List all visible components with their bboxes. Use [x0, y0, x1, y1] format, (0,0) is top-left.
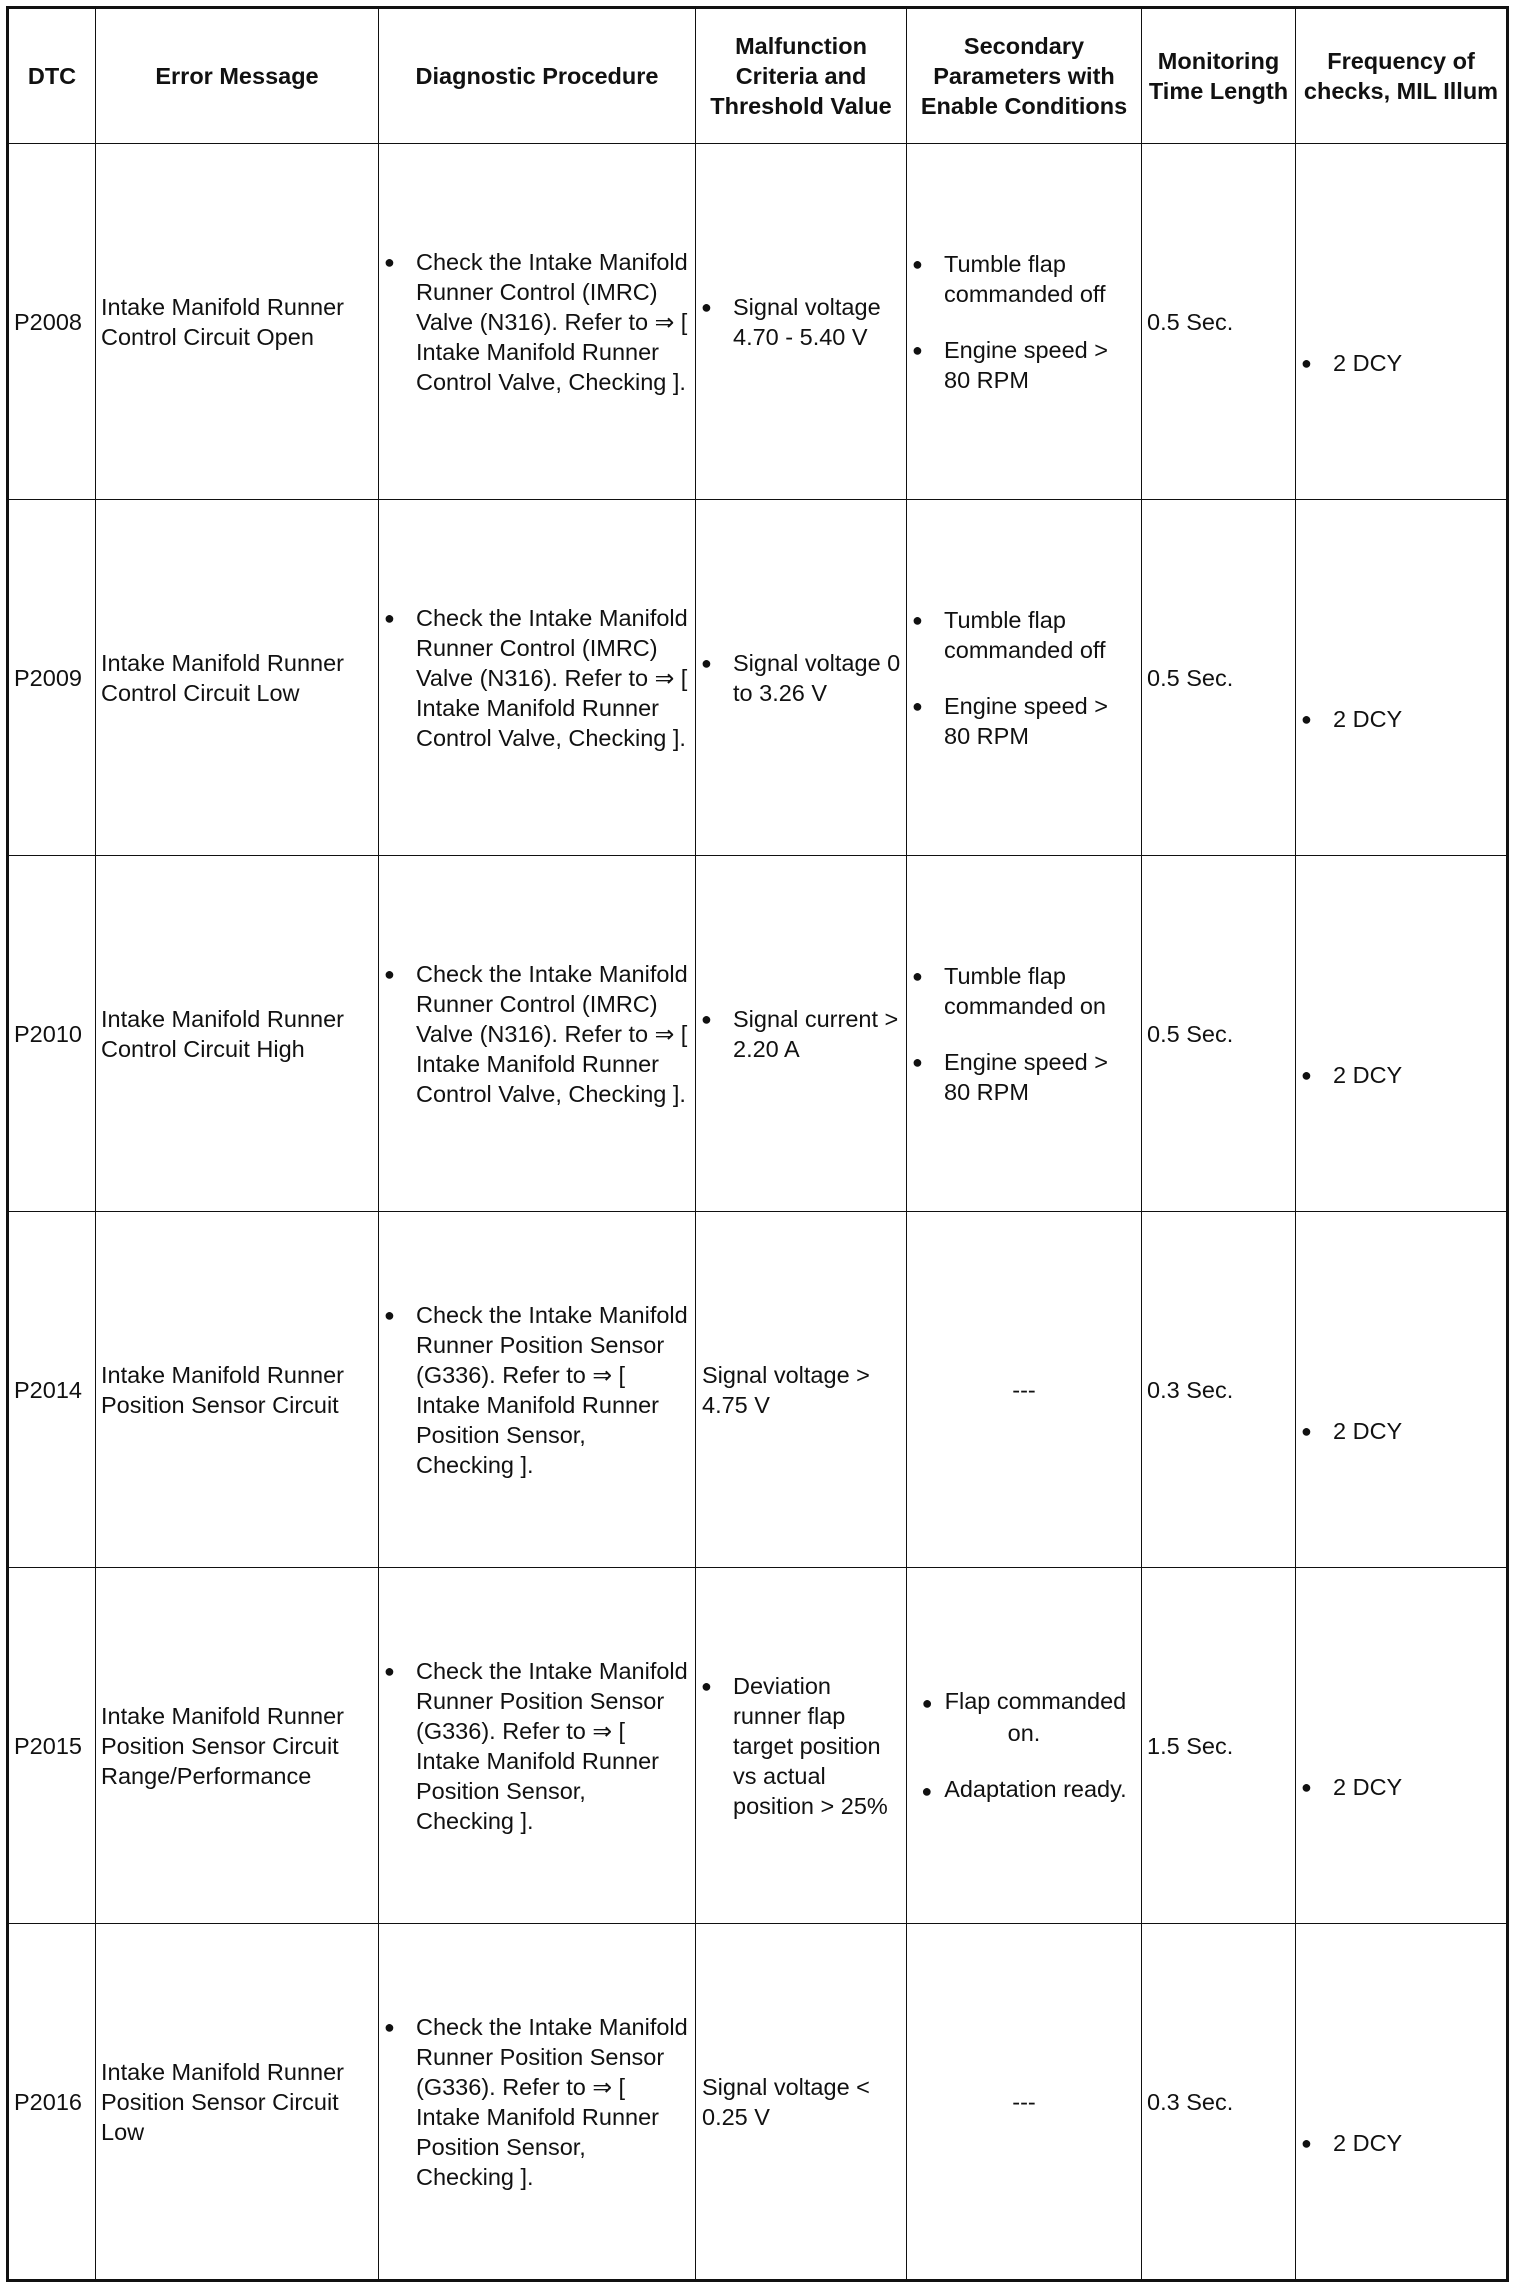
error-message: Intake Manifold Runner Control Circuit Low — [96, 500, 379, 856]
criteria-text: Deviation runner flap target position vs actual position > 25% — [733, 1672, 888, 1819]
malfunction-criteria — [696, 144, 907, 500]
header-monitoring-time: Monitoring Time Length — [1142, 8, 1296, 144]
header-error-message: Error Message — [96, 8, 379, 144]
bullet-icon: ● — [384, 963, 395, 984]
header-dtc: DTC — [8, 8, 96, 144]
malfunction-criteria: Signal voltage < 0.25 V — [696, 1924, 907, 2281]
monitoring-time: 0.3 Sec. — [1142, 1212, 1296, 1568]
secondary-parameters — [907, 856, 1142, 1212]
secondary-text: Adaptation ready. — [944, 1775, 1127, 1802]
bullet-icon: ● — [701, 652, 712, 673]
bullet-icon: ● — [1301, 1420, 1312, 1441]
table-row — [8, 144, 1508, 500]
header-row — [8, 8, 1508, 144]
secondary-text: Engine speed > 80 RPM — [944, 336, 1108, 393]
frequency-cell — [1296, 500, 1508, 856]
table-row — [8, 1212, 1508, 1568]
frequency-cell — [1296, 1212, 1508, 1568]
procedure-text: Check the Intake Manifold Runner Position Sensor (G336). Refer to ⇒ [ Intake Manifold Runner Position Sensor, Checking ]. — [416, 1657, 688, 1834]
secondary-parameters — [907, 144, 1142, 500]
error-message: Intake Manifold Runner Position Sensor Circuit Low — [96, 1924, 379, 2281]
malfunction-criteria: Signal voltage > 4.75 V — [696, 1212, 907, 1568]
bullet-icon: ● — [921, 1780, 933, 1801]
bullet-icon: ● — [384, 1304, 395, 1325]
table-row — [8, 856, 1508, 1212]
procedure-text: Check the Intake Manifold Runner Position Sensor (G336). Refer to ⇒ [ Intake Manifold Runner Position Sensor, Checking ]. — [416, 1301, 688, 1478]
criteria-text: Signal current > 2.20 A — [733, 1005, 899, 1062]
bullet-icon: ● — [912, 609, 923, 630]
secondary-parameters: --- — [907, 1212, 1142, 1568]
header-frequency: Frequency of checks, MIL Illum — [1296, 8, 1508, 144]
monitoring-time: 1.5 Sec. — [1142, 1568, 1296, 1924]
frequency-cell — [1296, 144, 1508, 500]
bullet-icon: ● — [1301, 352, 1312, 373]
frequency-text: 2 DCY — [1333, 705, 1403, 732]
error-message: Intake Manifold Runner Control Circuit Open — [96, 144, 379, 500]
secondary-text: Tumble flap commanded off — [944, 606, 1106, 663]
frequency-text: 2 DCY — [1333, 1417, 1403, 1444]
bullet-icon: ● — [1301, 2132, 1312, 2153]
criteria-text: Signal voltage 0 to 3.26 V — [733, 649, 901, 706]
bullet-icon: ● — [384, 251, 395, 272]
bullet-icon: ● — [912, 965, 923, 986]
secondary-text: Tumble flap commanded off — [944, 250, 1106, 307]
bullet-icon: ● — [912, 1051, 923, 1072]
diagnostic-procedure — [379, 500, 696, 856]
procedure-text: Check the Intake Manifold Runner Control (IMRC) Valve (N316). Refer to ⇒ [ Intake Manifold Runner Control Valve, Checking ]. — [416, 248, 688, 395]
header-secondary-parameters: Secondary Parameters with Enable Conditions — [907, 8, 1142, 144]
error-message: Intake Manifold Runner Position Sensor Circuit — [96, 1212, 379, 1568]
bullet-icon: ● — [912, 253, 923, 274]
dtc-code: P2008 — [8, 144, 96, 500]
secondary-parameters — [907, 1568, 1142, 1924]
bullet-icon: ● — [701, 296, 712, 317]
secondary-parameters — [907, 500, 1142, 856]
dtc-code: P2016 — [8, 1924, 96, 2281]
criteria-text: Signal voltage 4.70 - 5.40 V — [733, 293, 881, 350]
diagnostic-procedure — [379, 1212, 696, 1568]
malfunction-criteria — [696, 500, 907, 856]
error-message: Intake Manifold Runner Position Sensor Circuit Range/Performance — [96, 1568, 379, 1924]
dtc-code: P2010 — [8, 856, 96, 1212]
header-malfunction-criteria: Malfunction Criteria and Threshold Value — [696, 8, 907, 144]
error-message: Intake Manifold Runner Control Circuit High — [96, 856, 379, 1212]
dtc-code: P2014 — [8, 1212, 96, 1568]
diagnostic-procedure — [379, 144, 696, 500]
diagnostic-procedure — [379, 1924, 696, 2281]
bullet-icon: ● — [912, 339, 923, 360]
bullet-icon: ● — [1301, 1064, 1312, 1085]
frequency-text: 2 DCY — [1333, 349, 1403, 376]
table-row — [8, 1568, 1508, 1924]
dtc-code: P2009 — [8, 500, 96, 856]
secondary-text: Tumble flap commanded on — [944, 962, 1106, 1019]
bullet-icon: ● — [701, 1008, 712, 1029]
monitoring-time: 0.5 Sec. — [1142, 500, 1296, 856]
bullet-icon: ● — [1301, 1776, 1312, 1797]
frequency-cell — [1296, 1568, 1508, 1924]
dtc-code: P2015 — [8, 1568, 96, 1924]
procedure-text: Check the Intake Manifold Runner Control (IMRC) Valve (N316). Refer to ⇒ [ Intake Manifold Runner Control Valve, Checking ]. — [416, 960, 688, 1107]
monitoring-time: 0.3 Sec. — [1142, 1924, 1296, 2281]
monitoring-time: 0.5 Sec. — [1142, 856, 1296, 1212]
procedure-text: Check the Intake Manifold Runner Position Sensor (G336). Refer to ⇒ [ Intake Manifold Runner Position Sensor, Checking ]. — [416, 2013, 688, 2190]
bullet-icon: ● — [384, 1660, 395, 1681]
table-row — [8, 500, 1508, 856]
bullet-icon: ● — [921, 1692, 933, 1713]
frequency-text: 2 DCY — [1333, 2129, 1403, 2156]
header-diagnostic-procedure: Diagnostic Procedure — [379, 8, 696, 144]
secondary-parameters: --- — [907, 1924, 1142, 2281]
bullet-icon: ● — [701, 1675, 712, 1696]
malfunction-criteria — [696, 1568, 907, 1924]
secondary-text: Engine speed > 80 RPM — [944, 692, 1108, 749]
frequency-cell — [1296, 1924, 1508, 2281]
monitoring-time: 0.5 Sec. — [1142, 144, 1296, 500]
diagnostic-procedure — [379, 856, 696, 1212]
secondary-text: Engine speed > 80 RPM — [944, 1048, 1108, 1105]
malfunction-criteria — [696, 856, 907, 1212]
frequency-text: 2 DCY — [1333, 1773, 1403, 1800]
bullet-icon: ● — [1301, 708, 1312, 729]
diagnostic-procedure — [379, 1568, 696, 1924]
bullet-icon: ● — [384, 2016, 395, 2037]
bullet-icon: ● — [384, 607, 395, 628]
bullet-icon: ● — [912, 695, 923, 716]
frequency-text: 2 DCY — [1333, 1061, 1403, 1088]
dtc-table — [6, 6, 1509, 2282]
secondary-text: Flap commanded on. — [944, 1687, 1127, 1746]
procedure-text: Check the Intake Manifold Runner Control (IMRC) Valve (N316). Refer to ⇒ [ Intake Manifold Runner Control Valve, Checking ]. — [416, 604, 688, 751]
table-row — [8, 1924, 1508, 2281]
frequency-cell — [1296, 856, 1508, 1212]
